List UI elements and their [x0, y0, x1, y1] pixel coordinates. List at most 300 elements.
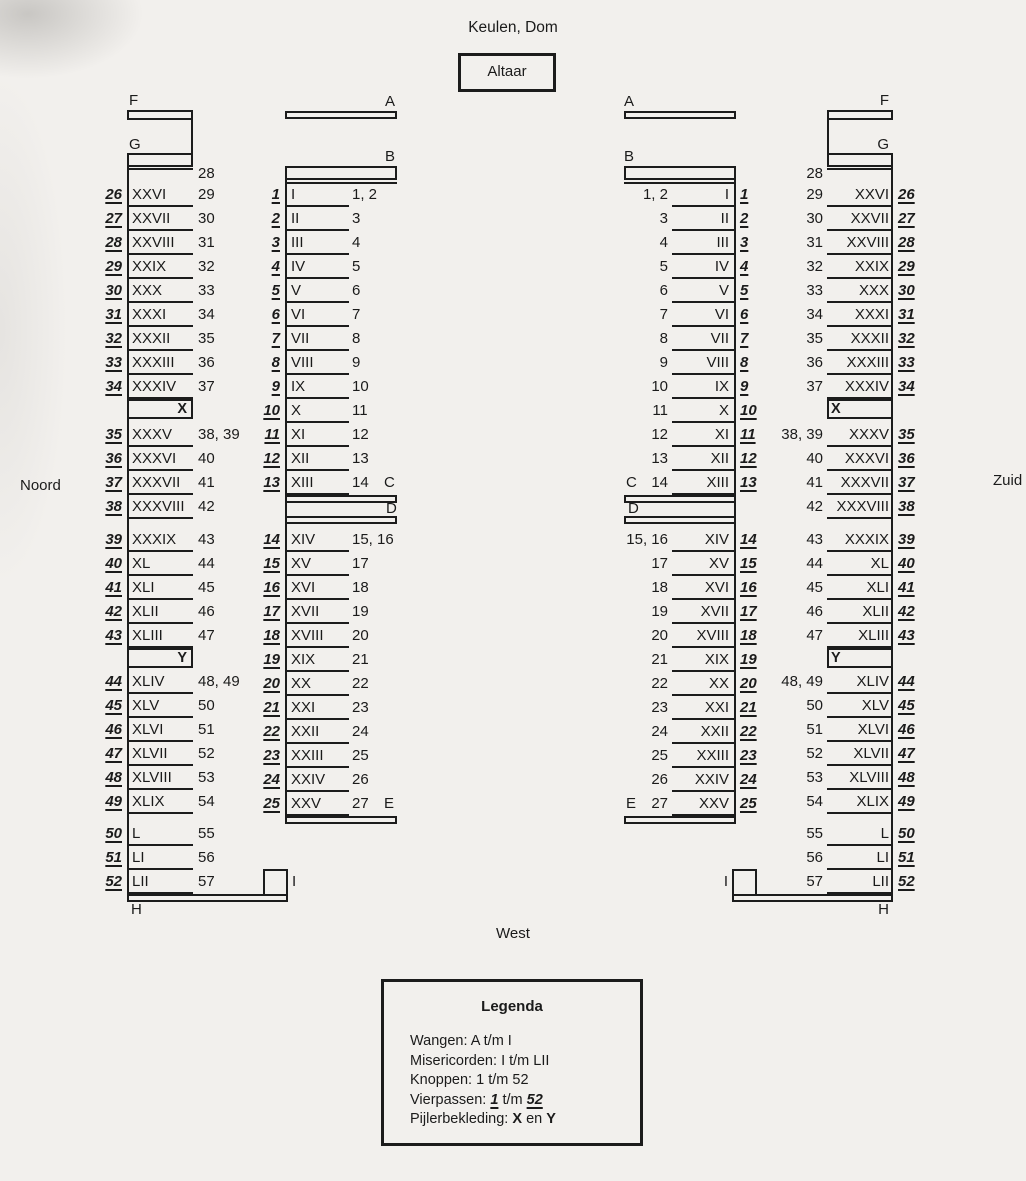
- misericorde-numeral: XXXIII: [846, 354, 889, 371]
- vierpas-number: 31: [105, 306, 122, 323]
- vierpas-number: 46: [898, 721, 915, 738]
- vierpas-number: 33: [898, 354, 915, 371]
- vierpas-number: 37: [898, 474, 915, 491]
- knop-number: 56: [806, 849, 823, 866]
- misericorde-numeral: XLII: [862, 603, 889, 620]
- wang-box-B: [624, 166, 736, 180]
- vierpas-number: 49: [105, 793, 122, 810]
- knop-number: 33: [198, 282, 215, 299]
- vierpas-number: 37: [105, 474, 122, 491]
- knop-number: 5: [659, 258, 668, 275]
- vierpas-number: 17: [740, 603, 757, 620]
- knop-number: 17: [352, 555, 369, 572]
- knop-number: 46: [806, 603, 823, 620]
- wang-box-F: [127, 110, 193, 120]
- misericorde-numeral: XLIV: [132, 673, 165, 690]
- knop-number: 50: [806, 697, 823, 714]
- knop-number: 13: [352, 450, 369, 467]
- misericorde-numeral: XLIII: [132, 627, 163, 644]
- misericorde-numeral: VI: [291, 306, 306, 323]
- misericorde-numeral: XXI: [704, 699, 729, 716]
- misericorde-numeral: XXVI: [132, 186, 167, 203]
- vierpas-number: 40: [898, 555, 915, 572]
- wang-label-D: D: [628, 500, 639, 517]
- knop-number: 1, 2: [352, 186, 378, 203]
- wang-label-B: B: [624, 148, 635, 165]
- vierpas-number: 1: [271, 186, 280, 203]
- vierpas-number: 13: [263, 474, 280, 491]
- misericorde-numeral: XXXIII: [132, 354, 175, 371]
- altar-box: [458, 53, 556, 92]
- vierpas-number: 21: [263, 699, 280, 716]
- vierpas-number: 31: [898, 306, 915, 323]
- wang-tab-I: [732, 869, 757, 894]
- wang-box-F: [827, 110, 893, 120]
- knop-number: 21: [352, 651, 369, 668]
- knop-number: 55: [198, 825, 215, 842]
- knop-number: 28: [198, 165, 215, 182]
- vierpas-number: 10: [263, 402, 280, 419]
- vierpas-number: 34: [898, 378, 915, 395]
- wang-tab-I: [263, 869, 288, 894]
- knop-number: 32: [806, 258, 823, 275]
- pillar-label-X: X: [177, 401, 187, 417]
- knop-number: 51: [198, 721, 215, 738]
- vierpas-number: 42: [105, 603, 122, 620]
- vierpas-number: 52: [105, 873, 122, 890]
- head-rule: [127, 168, 193, 170]
- connector-line: [191, 118, 193, 154]
- misericorde-numeral: XXVIII: [132, 234, 175, 251]
- vierpas-number: 9: [271, 378, 280, 395]
- misericorde-numeral: VIII: [291, 354, 314, 371]
- vierpas-number: 12: [740, 450, 757, 467]
- vierpas-number: 28: [105, 234, 122, 251]
- misericorde-numeral: XIV: [704, 531, 729, 548]
- wang-label-H: H: [878, 901, 889, 918]
- knop-number: 43: [198, 531, 215, 548]
- misericorde-numeral: III: [716, 234, 729, 251]
- knop-number: 27: [651, 795, 668, 812]
- wang-box-A: [285, 111, 397, 119]
- knop-number: 52: [198, 745, 215, 762]
- vierpas-number: 24: [263, 771, 280, 788]
- vierpas-number: 4: [271, 258, 280, 275]
- knop-number: 50: [198, 697, 215, 714]
- knop-number: 53: [806, 769, 823, 786]
- vierpas-number: 39: [105, 531, 122, 548]
- page-title: Keulen, Dom: [468, 19, 558, 36]
- knop-number: 35: [806, 330, 823, 347]
- misericorde-numeral: XXI: [291, 699, 316, 716]
- knop-number: 12: [352, 426, 369, 443]
- misericorde-numeral: XIII: [291, 474, 314, 491]
- misericorde-numeral: LI: [876, 849, 889, 866]
- vierpas-number: 15: [263, 555, 280, 572]
- knop-number: 10: [352, 378, 369, 395]
- knop-number: 32: [198, 258, 215, 275]
- vierpas-number: 6: [740, 306, 749, 323]
- vierpas-number: 43: [105, 627, 122, 644]
- vierpas-number: 22: [740, 723, 757, 740]
- knop-number: 10: [651, 378, 668, 395]
- misericorde-numeral: VII: [710, 330, 729, 347]
- knop-number: 38, 39: [198, 426, 240, 443]
- misericorde-numeral: XLIV: [856, 673, 889, 690]
- vierpas-number: 44: [898, 673, 915, 690]
- misericorde-numeral: XXIX: [132, 258, 167, 275]
- vierpas-number: 34: [105, 378, 122, 395]
- misericorde-numeral: XX: [291, 675, 312, 692]
- knop-number: 28: [806, 165, 823, 182]
- vierpas-number: 23: [740, 747, 757, 764]
- knop-number: 14: [651, 474, 668, 491]
- knop-number: 54: [198, 793, 215, 810]
- misericorde-numeral: L: [132, 825, 141, 842]
- misericorde-numeral: XLVII: [132, 745, 168, 762]
- knop-number: 22: [651, 675, 668, 692]
- misericorde-numeral: XXXIV: [844, 378, 889, 395]
- legend-value-part: 52: [526, 1091, 543, 1108]
- vierpas-number: 15: [740, 555, 757, 572]
- vierpas-number: 47: [105, 745, 122, 762]
- vierpas-number: 26: [105, 186, 122, 203]
- knop-number: 42: [806, 498, 823, 515]
- wang-box-G: [827, 153, 893, 167]
- wang-label-D: D: [386, 500, 397, 517]
- wang-label-F: F: [879, 92, 889, 109]
- wang-label-G: G: [129, 136, 141, 153]
- legend-value-part: 1 t/m 52: [476, 1072, 529, 1088]
- knop-number: 41: [806, 474, 823, 491]
- misericorde-numeral: XVIII: [696, 627, 729, 644]
- vierpas-number: 22: [263, 723, 280, 740]
- vierpas-number: 21: [740, 699, 757, 716]
- knop-number: 48, 49: [198, 673, 240, 690]
- vierpas-number: 19: [263, 651, 280, 668]
- vierpas-number: 45: [105, 697, 122, 714]
- knop-number: 37: [198, 378, 215, 395]
- misericorde-numeral: XXVI: [854, 186, 889, 203]
- knop-number: 34: [806, 306, 823, 323]
- vierpas-number: 51: [898, 849, 915, 866]
- misericorde-numeral: XVII: [700, 603, 729, 620]
- compass-west-label: West: [496, 925, 530, 942]
- misericorde-numeral: II: [291, 210, 300, 227]
- vierpas-number: 29: [898, 258, 915, 275]
- vierpas-number: 36: [898, 450, 915, 467]
- vierpas-number: 9: [740, 378, 749, 395]
- vierpas-number: 39: [898, 531, 915, 548]
- knop-number: 44: [198, 555, 215, 572]
- misericorde-numeral: XVIII: [291, 627, 324, 644]
- knop-number: 41: [198, 474, 215, 491]
- knop-number: 21: [651, 651, 668, 668]
- misericorde-numeral: XXXV: [848, 426, 889, 443]
- vierpas-number: 43: [898, 627, 915, 644]
- wang-label-I: I: [292, 873, 297, 890]
- vierpas-number: 47: [898, 745, 915, 762]
- misericorde-numeral: XXXI: [132, 306, 167, 323]
- knop-number: 24: [651, 723, 668, 740]
- legend-title: Legenda: [481, 998, 543, 1015]
- vierpas-number: 3: [271, 234, 280, 251]
- knop-number: 53: [198, 769, 215, 786]
- misericorde-numeral: XLVII: [853, 745, 889, 762]
- misericorde-numeral: XXXVIII: [836, 498, 889, 515]
- legend-box: [381, 979, 643, 1146]
- misericorde-numeral: XXIII: [696, 747, 729, 764]
- misericorde-numeral: I: [724, 186, 729, 203]
- legend-value-part: A t/m I: [470, 1033, 512, 1049]
- knop-number: 46: [198, 603, 215, 620]
- knop-number: 6: [659, 282, 668, 299]
- vierpas-number: 8: [740, 354, 749, 371]
- knop-number: 47: [198, 627, 215, 644]
- vierpas-number: 27: [105, 210, 122, 227]
- misericorde-numeral: XXXVII: [840, 474, 889, 491]
- pillar-label-X: X: [831, 401, 841, 417]
- legend-value-part: X: [512, 1111, 523, 1127]
- knop-number: 19: [651, 603, 668, 620]
- knop-number: 20: [352, 627, 369, 644]
- misericorde-numeral: I: [291, 186, 296, 203]
- misericorde-numeral: XLIX: [856, 793, 889, 810]
- knop-number: 7: [352, 306, 361, 323]
- misericorde-numeral: XXIV: [694, 771, 729, 788]
- misericorde-numeral: XV: [708, 555, 729, 572]
- misericorde-numeral: XLVI: [132, 721, 164, 738]
- knop-number: 33: [806, 282, 823, 299]
- legend-value-part: en: [522, 1111, 547, 1127]
- knop-number: 19: [352, 603, 369, 620]
- vierpas-number: 11: [740, 426, 756, 443]
- vierpas-number: 41: [898, 579, 915, 596]
- legend-value-part: t/m: [498, 1091, 527, 1108]
- knop-number: 51: [806, 721, 823, 738]
- misericorde-numeral: XXXV: [132, 426, 173, 443]
- knop-number: 55: [806, 825, 823, 842]
- vierpas-number: 13: [740, 474, 757, 491]
- vierpas-number: 23: [263, 747, 280, 764]
- vierpas-number: 27: [898, 210, 915, 227]
- misericorde-numeral: IV: [291, 258, 306, 275]
- vierpas-number: 7: [271, 330, 280, 347]
- legend-line: [410, 1052, 632, 1072]
- knop-number: 26: [352, 771, 369, 788]
- vierpas-number: 32: [105, 330, 122, 347]
- wang-box-C: [285, 495, 397, 503]
- misericorde-numeral: L: [880, 825, 889, 842]
- knop-number: 8: [659, 330, 668, 347]
- vierpas-number: 51: [105, 849, 122, 866]
- knop-number: 25: [352, 747, 369, 764]
- wang-label-H: H: [131, 901, 142, 918]
- vierpas-number: 48: [105, 769, 122, 786]
- misericorde-numeral: XXXVI: [132, 450, 177, 467]
- misericorde-numeral: LII: [132, 873, 149, 890]
- wang-label-A: A: [384, 93, 395, 110]
- misericorde-numeral: XII: [710, 450, 729, 467]
- misericorde-numeral: XXXVI: [844, 450, 889, 467]
- knop-number: 56: [198, 849, 215, 866]
- vierpas-number: 28: [898, 234, 915, 251]
- vierpas-number: 20: [740, 675, 757, 692]
- misericorde-numeral: III: [291, 234, 304, 251]
- misericorde-numeral: XXXII: [132, 330, 171, 347]
- wang-box-D: [624, 516, 736, 524]
- knop-number: 35: [198, 330, 215, 347]
- knop-number: 9: [352, 354, 361, 371]
- wang-label-E: E: [384, 795, 395, 812]
- vierpas-number: 32: [898, 330, 915, 347]
- misericorde-numeral: XXV: [698, 795, 729, 812]
- vierpas-number: 48: [898, 769, 915, 786]
- knop-number: 44: [806, 555, 823, 572]
- vierpas-number: 8: [271, 354, 280, 371]
- knop-number: 26: [651, 771, 668, 788]
- misericorde-numeral: LI: [132, 849, 145, 866]
- vierpas-number: 50: [105, 825, 122, 842]
- knop-number: 42: [198, 498, 215, 515]
- vierpas-number: 29: [105, 258, 122, 275]
- misericorde-numeral: XXVII: [132, 210, 171, 227]
- misericorde-numeral: X: [718, 402, 729, 419]
- misericorde-numeral: X: [291, 402, 302, 419]
- wang-label-G: G: [877, 136, 889, 153]
- vierpas-number: 49: [898, 793, 915, 810]
- knop-number: 20: [651, 627, 668, 644]
- misericorde-numeral: IX: [714, 378, 729, 395]
- knop-number: 22: [352, 675, 369, 692]
- vierpas-number: 17: [263, 603, 280, 620]
- knop-number: 23: [352, 699, 369, 716]
- knop-number: 34: [198, 306, 215, 323]
- misericorde-numeral: XXX: [132, 282, 163, 299]
- misericorde-numeral: XXIII: [291, 747, 324, 764]
- vierpas-number: 38: [105, 498, 122, 515]
- vierpas-number: 20: [263, 675, 280, 692]
- knop-number: 17: [651, 555, 668, 572]
- knop-number: 27: [352, 795, 369, 812]
- vierpas-number: 30: [105, 282, 122, 299]
- knop-number: 29: [806, 186, 823, 203]
- misericorde-numeral: XXIV: [291, 771, 326, 788]
- vierpas-number: 12: [263, 450, 280, 467]
- vierpas-number: 44: [105, 673, 122, 690]
- vierpas-number: 16: [263, 579, 280, 596]
- vierpas-number: 7: [740, 330, 749, 347]
- misericorde-numeral: VII: [291, 330, 310, 347]
- knop-number: 31: [198, 234, 215, 251]
- misericorde-numeral: XLVI: [857, 721, 889, 738]
- vierpas-number: 14: [263, 531, 280, 548]
- vierpas-number: 3: [740, 234, 749, 251]
- misericorde-numeral: IX: [291, 378, 306, 395]
- misericorde-numeral: XXV: [291, 795, 322, 812]
- misericorde-numeral: XLI: [866, 579, 889, 596]
- vierpas-number: 11: [264, 426, 280, 443]
- knop-number: 4: [659, 234, 668, 251]
- vierpas-number: 19: [740, 651, 757, 668]
- knop-number: 36: [198, 354, 215, 371]
- misericorde-numeral: VI: [714, 306, 729, 323]
- knop-number: 30: [806, 210, 823, 227]
- knop-number: 8: [352, 330, 361, 347]
- vierpas-number: 42: [898, 603, 915, 620]
- wang-box-D: [285, 516, 397, 524]
- wang-label-E: E: [626, 795, 637, 812]
- vierpas-number: 52: [898, 873, 915, 890]
- compass-noord-label: Noord: [20, 477, 61, 494]
- vierpas-number: 4: [740, 258, 749, 275]
- knop-number: 36: [806, 354, 823, 371]
- legend-label: Pijlerbekleding:: [410, 1111, 513, 1127]
- head-rule: [827, 168, 893, 170]
- legend-label: Knoppen:: [410, 1072, 477, 1088]
- knop-number: 52: [806, 745, 823, 762]
- misericorde-numeral: XLVIII: [849, 769, 889, 786]
- knop-number: 1, 2: [642, 186, 668, 203]
- vierpas-number: 41: [105, 579, 122, 596]
- misericorde-numeral: XLIII: [858, 627, 889, 644]
- knop-number: 11: [352, 402, 368, 419]
- vierpas-number: 10: [740, 402, 757, 419]
- knop-number: 6: [352, 282, 361, 299]
- knop-number: 38, 39: [781, 426, 823, 443]
- misericorde-numeral: XLI: [132, 579, 155, 596]
- misericorde-numeral: XXIX: [854, 258, 889, 275]
- misericorde-numeral: XL: [870, 555, 889, 572]
- knop-number: 15, 16: [352, 531, 394, 548]
- vierpas-number: 45: [898, 697, 915, 714]
- misericorde-numeral: XXXIX: [132, 531, 177, 548]
- vierpas-number: 38: [898, 498, 915, 515]
- pillar-label-Y: Y: [831, 650, 841, 666]
- vierpas-number: 18: [740, 627, 757, 644]
- wang-box-B: [285, 166, 397, 180]
- knop-number: 9: [659, 354, 668, 371]
- wang-label-F: F: [129, 92, 139, 109]
- knop-number: 48, 49: [781, 673, 823, 690]
- wang-box-E: [624, 816, 736, 824]
- wang-box-E: [285, 816, 397, 824]
- legend-line: [410, 1071, 632, 1091]
- knop-number: 37: [806, 378, 823, 395]
- knop-number: 54: [806, 793, 823, 810]
- misericorde-numeral: IV: [714, 258, 729, 275]
- knop-number: 23: [651, 699, 668, 716]
- wang-label-A: A: [624, 93, 635, 110]
- vierpas-number: 40: [105, 555, 122, 572]
- misericorde-numeral: XXXII: [850, 330, 889, 347]
- knop-number: 31: [806, 234, 823, 251]
- misericorde-numeral: XXII: [700, 723, 729, 740]
- knop-number: 29: [198, 186, 215, 203]
- knop-number: 24: [352, 723, 369, 740]
- misericorde-numeral: XVI: [291, 579, 316, 596]
- vierpas-number: 25: [263, 795, 280, 812]
- knop-number: 30: [198, 210, 215, 227]
- misericorde-numeral: XLVIII: [132, 769, 172, 786]
- misericorde-numeral: XX: [708, 675, 729, 692]
- knop-number: 25: [651, 747, 668, 764]
- misericorde-numeral: XLII: [132, 603, 159, 620]
- misericorde-numeral: LII: [872, 873, 889, 890]
- knop-number: 4: [352, 234, 361, 251]
- misericorde-numeral: XI: [291, 426, 306, 443]
- wang-box-A: [624, 111, 736, 119]
